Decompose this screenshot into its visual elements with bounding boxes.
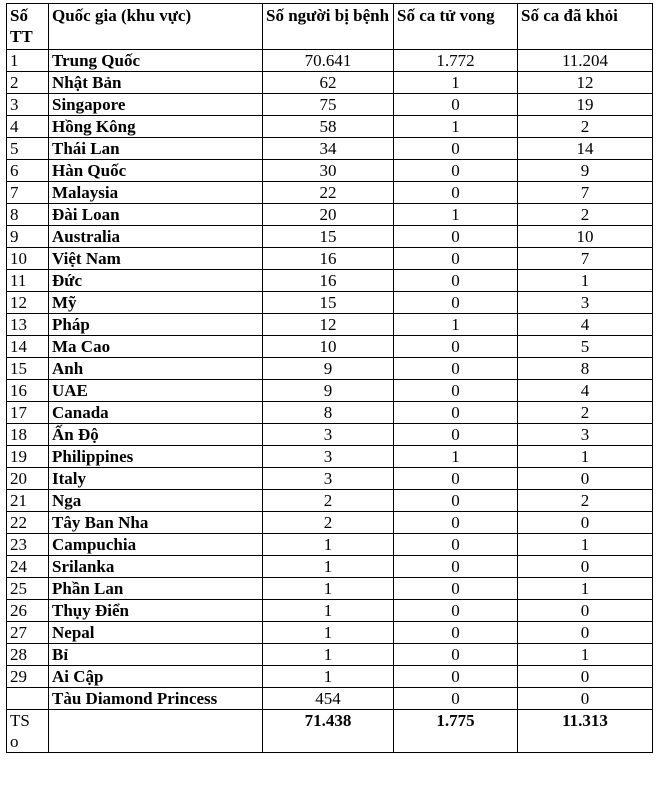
cell-cases: 454 [263,688,394,710]
cell-cases: 3 [263,468,394,490]
cell-country: Australia [49,226,263,248]
table-row [7,600,653,622]
cell-cases: 22 [263,182,394,204]
cell-recovered: 0 [518,622,653,644]
cell-recovered: 1 [518,578,653,600]
cell-no: 9 [7,226,49,248]
table-row [7,160,653,182]
cell-recovered: 1 [518,446,653,468]
table-row [7,182,653,204]
cell-country: Hồng Kông [49,116,263,138]
cell-recovered: 2 [518,490,653,512]
cell-no: 20 [7,468,49,490]
table-row [7,446,653,468]
cell-no: 25 [7,578,49,600]
cell-no: 27 [7,622,49,644]
cell-cases: 1 [263,534,394,556]
cell-recovered: 3 [518,292,653,314]
header-cases: Số người bị bệnh [263,4,394,50]
cell-recovered: 2 [518,116,653,138]
cell-cases: 1 [263,666,394,688]
cell-recovered: 2 [518,402,653,424]
cell-recovered: 0 [518,688,653,710]
cell-no: 10 [7,248,49,270]
cell-recovered: 11.204 [518,50,653,72]
cell-country: Nga [49,490,263,512]
cell-deaths: 0 [394,490,518,512]
cell-no: 6 [7,160,49,182]
cell-no: 21 [7,490,49,512]
cell-no: 13 [7,314,49,336]
cell-deaths: 0 [394,622,518,644]
total-label: TSo [7,710,49,753]
table-row [7,116,653,138]
cell-country: Thái Lan [49,138,263,160]
table-row [7,72,653,94]
cell-cases: 1 [263,556,394,578]
cell-no: 22 [7,512,49,534]
cell-deaths: 0 [394,380,518,402]
cell-recovered: 0 [518,556,653,578]
cell-no: 8 [7,204,49,226]
cell-cases: 20 [263,204,394,226]
table-body [7,50,653,710]
header-no: Số TT [7,4,49,50]
cell-recovered: 14 [518,138,653,160]
cell-no: 5 [7,138,49,160]
cell-country: Mỹ [49,292,263,314]
cell-deaths: 1 [394,314,518,336]
cell-no: 18 [7,424,49,446]
cell-no [7,688,49,710]
table-row [7,292,653,314]
cell-cases: 1 [263,578,394,600]
cell-country: Srilanka [49,556,263,578]
table-row [7,556,653,578]
cell-deaths: 0 [394,556,518,578]
cell-country: Tàu Diamond Princess [49,688,263,710]
cell-cases: 16 [263,248,394,270]
cell-recovered: 4 [518,314,653,336]
cell-cases: 34 [263,138,394,160]
cell-no: 29 [7,666,49,688]
table-row [7,138,653,160]
cell-recovered: 0 [518,512,653,534]
table-row [7,468,653,490]
cell-cases: 1 [263,622,394,644]
header-country: Quốc gia (khu vực) [49,4,263,50]
cell-no: 3 [7,94,49,116]
cell-deaths: 0 [394,512,518,534]
table-row [7,512,653,534]
cell-deaths: 0 [394,688,518,710]
total-recovered: 11.313 [518,710,653,753]
cell-recovered: 8 [518,358,653,380]
cell-cases: 3 [263,424,394,446]
table-row [7,270,653,292]
cell-deaths: 0 [394,292,518,314]
cell-deaths: 0 [394,534,518,556]
cell-deaths: 0 [394,160,518,182]
total-row [7,710,653,753]
header-deaths: Số ca tử vong [394,4,518,50]
cell-cases: 8 [263,402,394,424]
cell-country: Ai Cập [49,666,263,688]
cell-no: 1 [7,50,49,72]
cell-recovered: 5 [518,336,653,358]
cell-country: Campuchia [49,534,263,556]
cell-no: 16 [7,380,49,402]
cell-country: Phần Lan [49,578,263,600]
covid-cases-table [6,3,653,753]
cell-deaths: 0 [394,248,518,270]
cell-cases: 9 [263,380,394,402]
header-recovered: Số ca đã khỏi [518,4,653,50]
cell-recovered: 7 [518,248,653,270]
cell-country: Việt Nam [49,248,263,270]
cell-country: Malaysia [49,182,263,204]
cell-deaths: 1 [394,204,518,226]
cell-country: Nhật Bản [49,72,263,94]
table-row [7,50,653,72]
cell-country: Nepal [49,622,263,644]
cell-no: 23 [7,534,49,556]
cell-recovered: 4 [518,380,653,402]
cell-cases: 10 [263,336,394,358]
cell-no: 28 [7,644,49,666]
table-row [7,402,653,424]
cell-cases: 1 [263,644,394,666]
table-row [7,380,653,402]
cell-recovered: 9 [518,160,653,182]
cell-deaths: 0 [394,270,518,292]
cell-deaths: 0 [394,578,518,600]
table-row [7,314,653,336]
cell-country: UAE [49,380,263,402]
cell-deaths: 0 [394,644,518,666]
cell-country: Đức [49,270,263,292]
cell-deaths: 0 [394,402,518,424]
cell-country: Trung Quốc [49,50,263,72]
cell-no: 12 [7,292,49,314]
cell-deaths: 0 [394,600,518,622]
cell-deaths: 0 [394,358,518,380]
cell-deaths: 0 [394,182,518,204]
table-row [7,688,653,710]
cell-country: Ấn Độ [49,424,263,446]
cell-country: Italy [49,468,263,490]
cell-no: 4 [7,116,49,138]
cell-country: Pháp [49,314,263,336]
cell-country: Singapore [49,94,263,116]
cell-recovered: 10 [518,226,653,248]
table-row [7,666,653,688]
cell-no: 24 [7,556,49,578]
cell-cases: 15 [263,292,394,314]
table-row [7,578,653,600]
cell-recovered: 3 [518,424,653,446]
total-deaths: 1.775 [394,710,518,753]
table-row [7,226,653,248]
cell-cases: 30 [263,160,394,182]
cell-deaths: 0 [394,424,518,446]
cell-no: 15 [7,358,49,380]
table-row [7,94,653,116]
cell-deaths: 0 [394,138,518,160]
cell-country: Thụy Điển [49,600,263,622]
cell-no: 2 [7,72,49,94]
cell-deaths: 1.772 [394,50,518,72]
cell-deaths: 1 [394,446,518,468]
cell-deaths: 0 [394,336,518,358]
table-row [7,644,653,666]
cell-recovered: 1 [518,534,653,556]
cell-no: 17 [7,402,49,424]
cell-cases: 58 [263,116,394,138]
cell-country: Hàn Quốc [49,160,263,182]
cell-recovered: 19 [518,94,653,116]
cell-deaths: 1 [394,116,518,138]
cell-country: Anh [49,358,263,380]
cell-country: Ma Cao [49,336,263,358]
cell-cases: 16 [263,270,394,292]
cell-cases: 2 [263,490,394,512]
cell-cases: 15 [263,226,394,248]
cell-no: 11 [7,270,49,292]
cell-cases: 75 [263,94,394,116]
cell-country: Canada [49,402,263,424]
total-cases: 71.438 [263,710,394,753]
cell-cases: 2 [263,512,394,534]
cell-cases: 3 [263,446,394,468]
cell-deaths: 0 [394,666,518,688]
cell-no: 14 [7,336,49,358]
cell-country: Philippines [49,446,263,468]
cell-country: Bỉ [49,644,263,666]
total-empty-cell [49,710,263,753]
cell-recovered: 1 [518,270,653,292]
cell-recovered: 2 [518,204,653,226]
cell-no: 26 [7,600,49,622]
cell-cases: 62 [263,72,394,94]
cell-deaths: 0 [394,226,518,248]
cell-cases: 70.641 [263,50,394,72]
cell-recovered: 1 [518,644,653,666]
cell-no: 7 [7,182,49,204]
table-row [7,204,653,226]
cell-cases: 1 [263,600,394,622]
cell-deaths: 0 [394,94,518,116]
cell-deaths: 1 [394,72,518,94]
cell-deaths: 0 [394,468,518,490]
table-row [7,336,653,358]
cell-no: 19 [7,446,49,468]
cell-recovered: 0 [518,666,653,688]
table-row [7,248,653,270]
cell-cases: 12 [263,314,394,336]
cell-recovered: 12 [518,72,653,94]
cell-recovered: 0 [518,468,653,490]
table-row [7,490,653,512]
table-row [7,358,653,380]
cell-cases: 9 [263,358,394,380]
cell-recovered: 0 [518,600,653,622]
table-row [7,534,653,556]
cell-country: Đài Loan [49,204,263,226]
cell-country: Tây Ban Nha [49,512,263,534]
table-row [7,424,653,446]
header-row [7,4,653,50]
table-row [7,622,653,644]
cell-recovered: 7 [518,182,653,204]
